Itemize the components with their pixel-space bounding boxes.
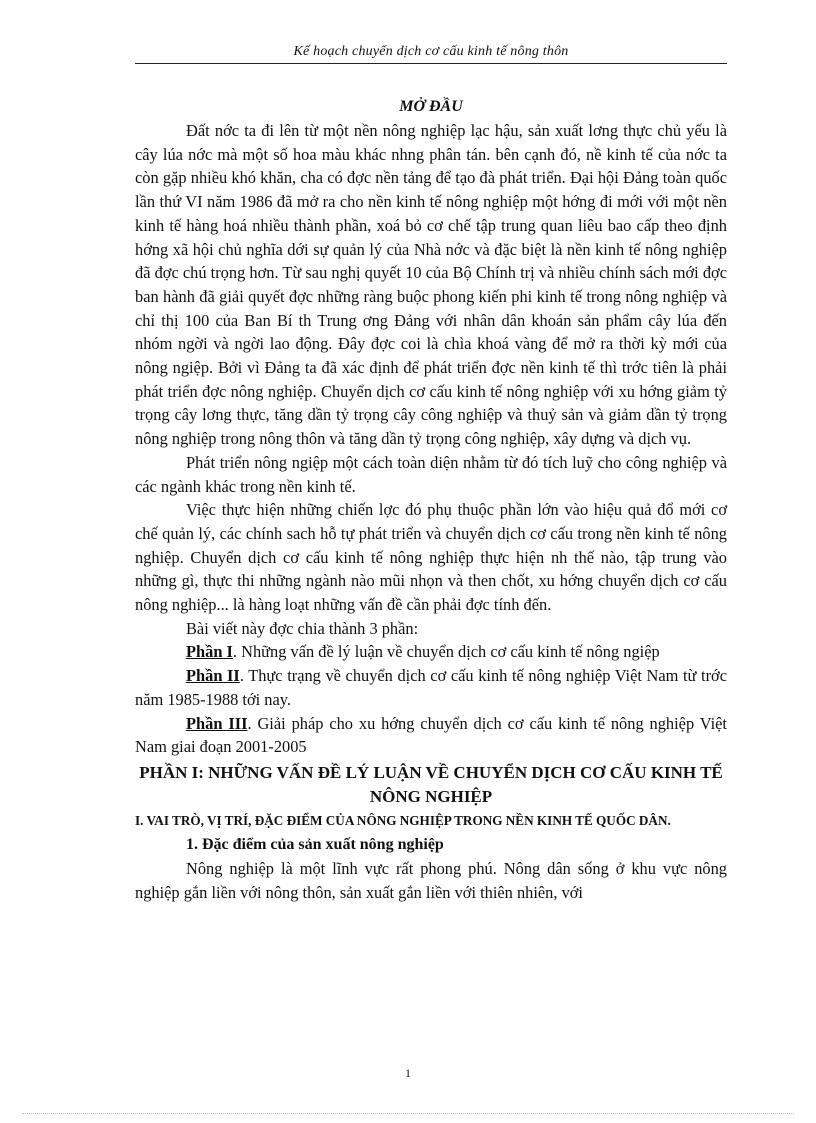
part-label-1: Phần I (186, 642, 233, 662)
part-text-3: . Giải pháp cho xu hớng chuyển dịch cơ cấu kinh tế nông nghiệp Việt Nam giai đoạn 2001-2005 (135, 713, 727, 757)
section-heading: PHẦN I: NHỮNG VẤN ĐỀ LÝ LUẬN VỀ CHUYỂN DỊCH CƠ CẤU KINH TẾ NÔNG NGHIỆP (139, 762, 723, 806)
header-rule (135, 63, 727, 64)
part-label-3: Phần III (186, 713, 248, 733)
part-item-2 (135, 664, 727, 711)
part-item-1 (135, 640, 727, 664)
part-label-2: Phần II (186, 666, 240, 686)
intro-paragraph-2: Phát triển nông ngiệp một cách toàn diện nhằm từ đó tích luỹ cho công nghiệp và các ngành khác trong nền kinh tế. (135, 452, 727, 496)
running-header: Kế hoạch chuyển dịch cơ cấu kinh tế nông thôn (293, 44, 569, 59)
part-item-3 (135, 712, 727, 759)
intro-paragraph-1: Đất nớc ta đi lên từ một nền nông nghiệp lạc hậu, sản xuất lơng thực chủ yếu là cây lúa nớc mà một số hoa màu khác nhng phân tán. bên cạnh đó, nề kinh tế của nớc ta còn gặp nhiều khó khăn, cha có đợc nền tảng để tạo đà phát triển. Đại hội Đảng toàn quốc lần thứ VI năm 1986 đã mở ra cho nền kinh tế nông nghiệp một hớng đi mới với một nền kinh tế hàng hoá nhiều thành phần, xoá bỏ cơ chế tập trung quan liêu bao cấp theo định hớng xã hội chủ nghĩa dới sự quản lý của Nhà nớc và đặc biệt là nền kinh tế nông nghiệp đã đợc chú trọng hơn. Từ sau nghị quyết 10 của Bộ Chính trị và nhiều chính sách mới đợc ban hành đã giải quyết đợc những ràng buộc phong kiến phi kinh tế trong nông nghiệp và chỉ thị 100 của Ban Bí th Trung ơng Đảng với nhân dân khoán sản phẩm cây lúa đến nhóm ngời và ngời lao động. Đây đợc coi là chìa khoá vàng để mở ra thời kỳ mới của nông ngiệp. Bởi vì Đảng ta đã xác định để phát triển đợc nền kinh tế thì trớc tiên là phải phát triển đợc nông nghiệp. Chuyển dịch cơ cấu kinh tế nông nghiệp với xu hớng giảm tỷ trọng cây lơng thực, tăng dần tỷ trọng cây công nghiệp và thuỷ sản và giảm dần tỷ trọng nông nghiệp trong nông thôn và tăng dần tỷ trọng công nghiệp, xây dựng và dịch vụ. (135, 121, 727, 449)
page-content (135, 95, 727, 904)
body-paragraph-5: Nông nghiệp là một lĩnh vực rất phong phú. Nông dân sống ở khu vực nông nghiệp gắn liền với nông thôn, sản xuất gắn liền với thiên nhiên, với (135, 858, 727, 902)
intro-paragraph-3: Việc thực hiện những chiến lợc đó phụ thuộc phần lớn vào hiệu quả đổ mới cơ chế quản lý, các chính sach hỗ tự phát triển và chuyển dịch cơ cấu trong nền kinh tế nông nghiệp. Chuyển dịch cơ cấu kinh tế nông nghiệp thực hiện nh thế nào, tập trung vào những gì, thực thi những ngành nào mũi nhọn và then chốt, xu hớng chuyển dịch cơ cấu nông nghiệp... là hàng loạt những vấn đề cần phải đợc tính đến. (135, 500, 727, 615)
intro-paragraph-4: Bài viết này đợc chia thành 3 phần: (186, 618, 419, 638)
page-bottom-border (22, 1113, 794, 1114)
part-text-2: . Thực trạng về chuyển dịch cơ cấu kinh tế nông nghiệp Việt Nam từ trớc năm 1985-1988 tới nay. (135, 666, 727, 709)
subsection-heading: I. VAI TRÒ, VỊ TRÍ, ĐẶC ĐIỂM CỦA NÔNG NGHIỆP TRONG NỀN KINH TẾ QUỐC DÂN. (135, 812, 671, 828)
page-number: 1 (405, 1066, 411, 1080)
sub-heading: 1. Đặc điểm của sản xuất nông nghiệp (186, 835, 444, 853)
document-title: MỞ ĐẦU (399, 98, 463, 115)
part-text-1: . Những vấn đề lý luận về chuyển dịch cơ cấu kinh tế nông ngiệp (232, 642, 660, 662)
